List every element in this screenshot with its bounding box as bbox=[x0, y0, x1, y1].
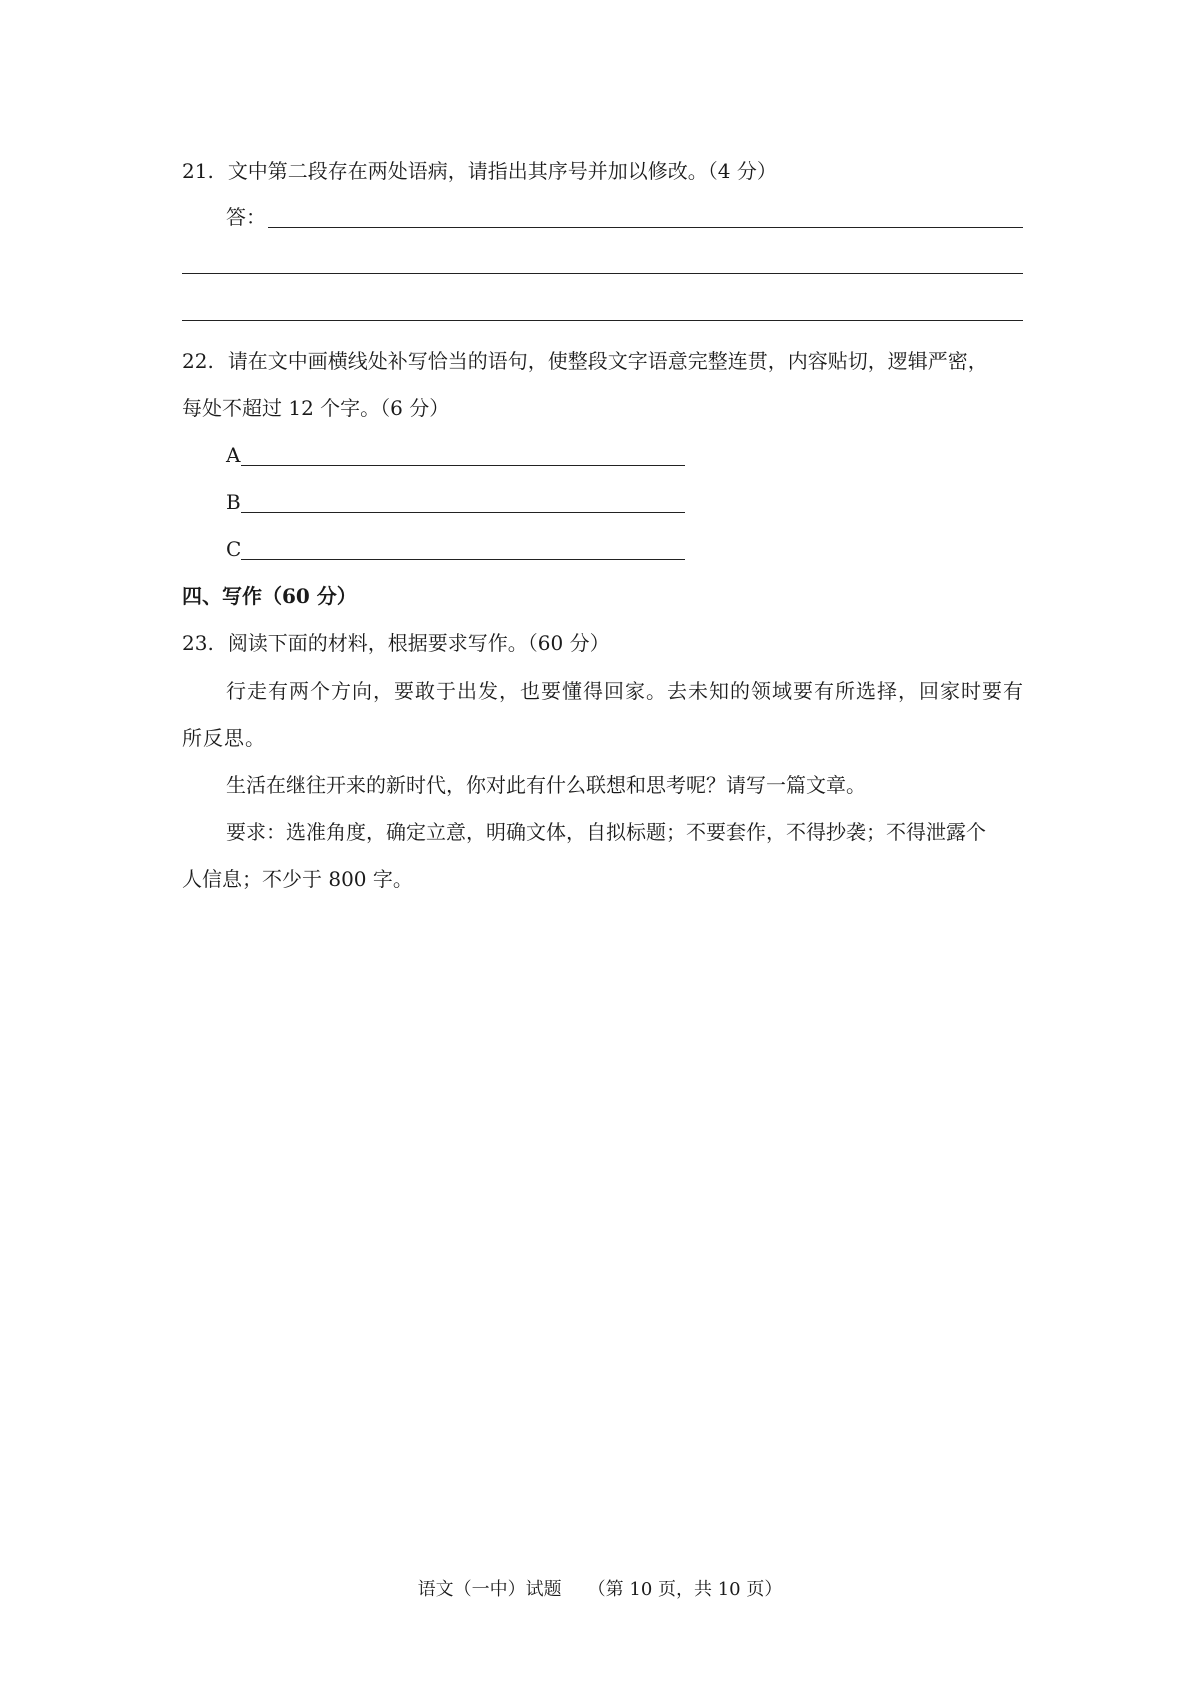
question-number: 23. bbox=[182, 631, 214, 655]
footer-page-info: （第 10 页，共 10 页） bbox=[587, 1579, 783, 1600]
question-text: 阅读下面的材料，根据要求写作。（60 分） bbox=[227, 631, 610, 655]
requirement-line-1: 要求：选准角度，确定立意，明确文体，自拟标题；不要套作，不得抄袭；不得泄露个 bbox=[226, 820, 986, 844]
requirement-line-2: 人信息；不少于 800 字。 bbox=[182, 867, 413, 891]
page-footer bbox=[0, 1577, 1200, 1603]
material-line-1: 行走有两个方向，要敢于出发，也要懂得回家。去未知的领域要有所选择，回家时要有 bbox=[226, 679, 1024, 703]
question-23 bbox=[182, 629, 610, 657]
question-text: 文中第二段存在两处语病，请指出其序号并加以修改。（4 分） bbox=[227, 159, 777, 183]
material-line-2: 所反思。 bbox=[182, 726, 266, 750]
footer-subject: 语文（一中）试题 bbox=[417, 1579, 562, 1600]
question-text-line-2: 每处不超过 12 个字。（6 分） bbox=[182, 396, 450, 420]
question-number: 22. bbox=[182, 349, 214, 373]
answer-label: 答： bbox=[226, 205, 266, 229]
answer-line-1[interactable] bbox=[268, 227, 1023, 228]
blank-line-c[interactable] bbox=[241, 559, 685, 560]
blank-line-a[interactable] bbox=[241, 465, 685, 466]
writing-prompt: 生活在继往开来的新时代，你对此有什么联想和思考呢？请写一篇文章。 bbox=[226, 773, 866, 797]
answer-line-3[interactable] bbox=[182, 320, 1023, 321]
section-heading: 四、写作（60 分） bbox=[182, 584, 357, 608]
question-text-line-1: 请在文中画横线处补写恰当的语句，使整段文字语意完整连贯，内容贴切，逻辑严密， bbox=[227, 349, 988, 373]
blank-label-c: C bbox=[226, 537, 242, 561]
answer-line-2[interactable] bbox=[182, 273, 1023, 274]
question-22 bbox=[182, 347, 988, 375]
blank-line-b[interactable] bbox=[241, 512, 685, 513]
question-21 bbox=[182, 157, 777, 185]
question-number: 21. bbox=[182, 159, 214, 183]
blank-label-b: B bbox=[226, 490, 241, 514]
blank-label-a: A bbox=[226, 443, 241, 467]
